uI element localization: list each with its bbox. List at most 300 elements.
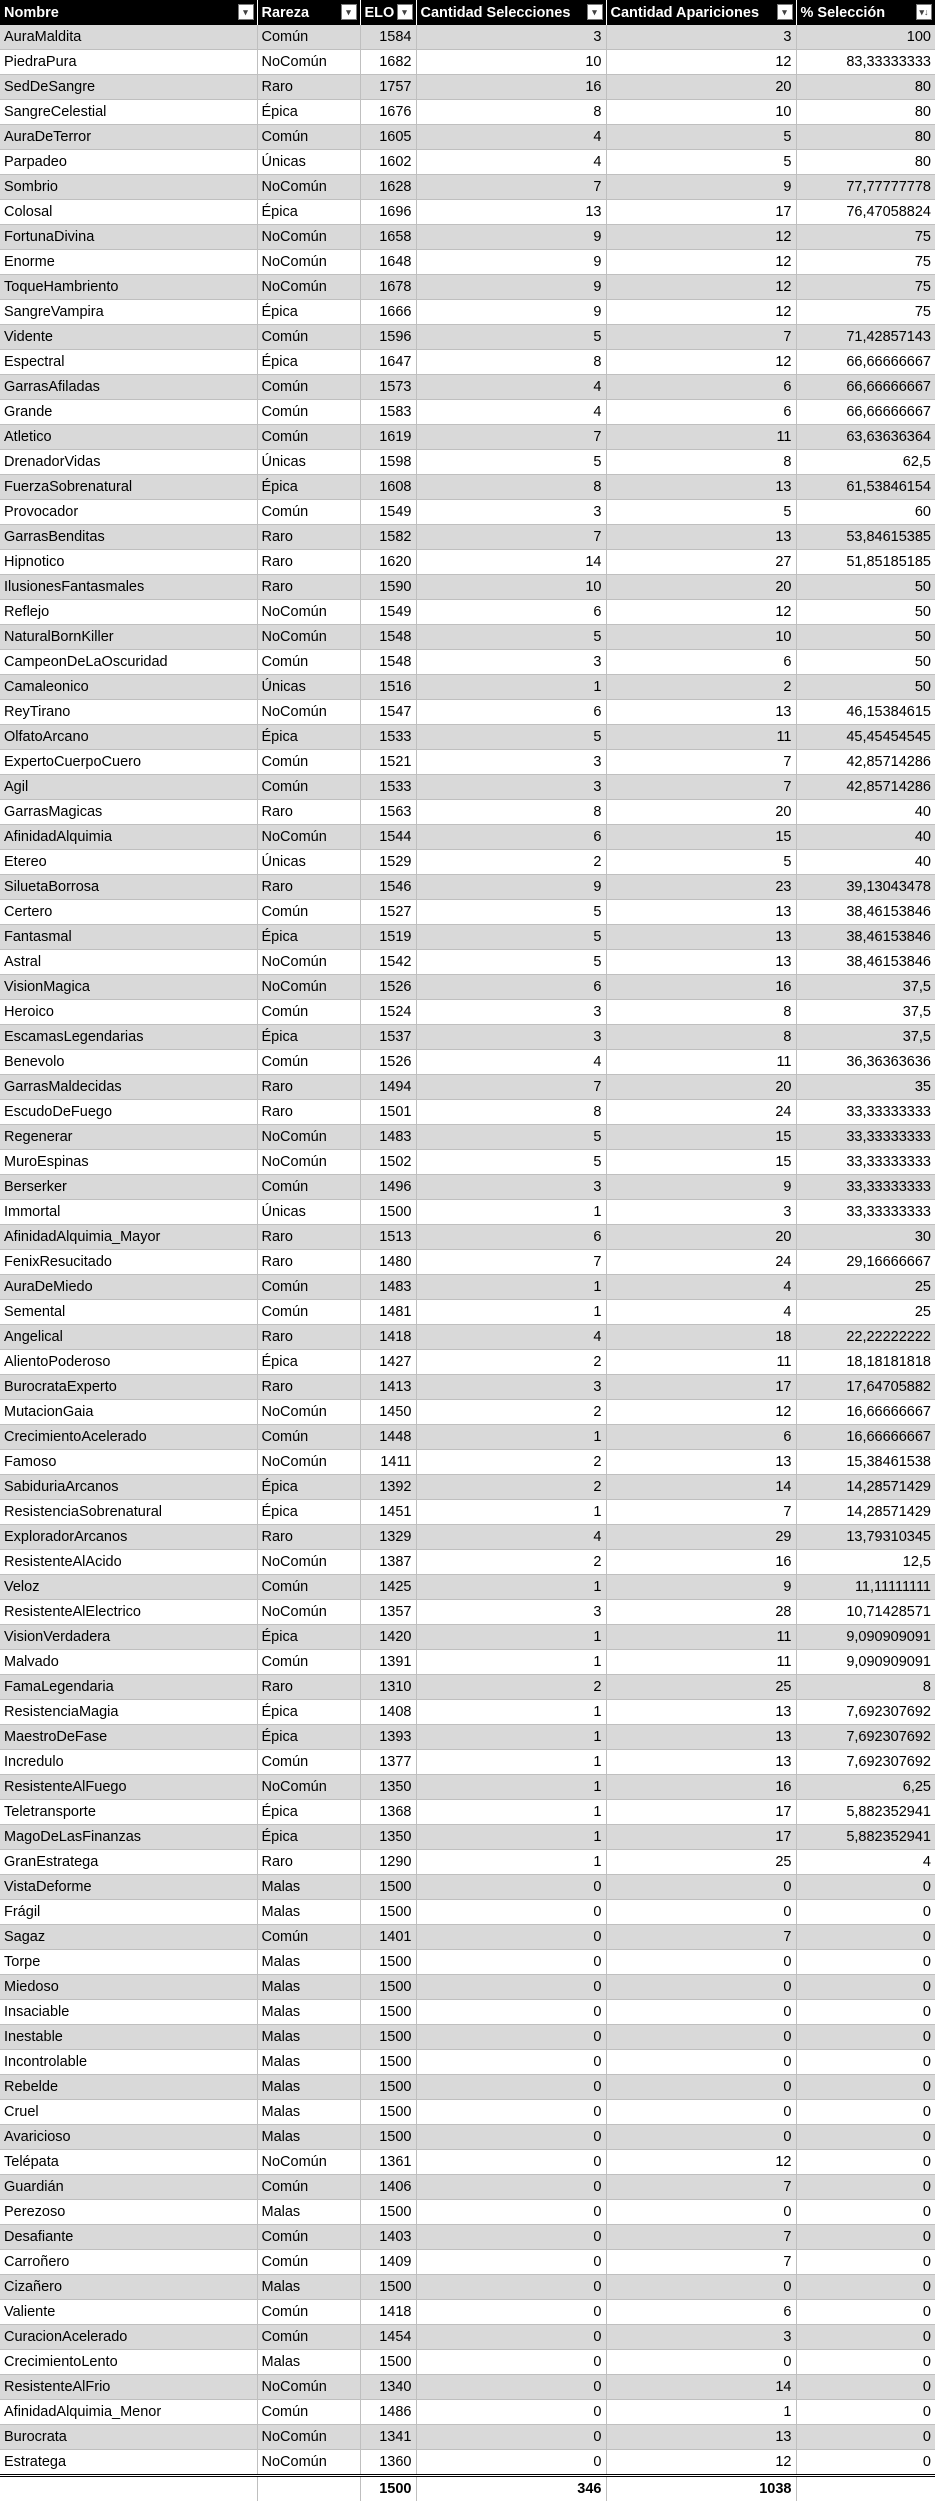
cell-porcentaje[interactable]: 0 (796, 2175, 935, 2200)
cell-nombre[interactable]: CrecimientoAcelerado (0, 1425, 257, 1450)
cell-nombre[interactable]: Telépata (0, 2150, 257, 2175)
cell-apariciones[interactable]: 1 (606, 2400, 796, 2425)
cell-selecciones[interactable]: 8 (416, 350, 606, 375)
cell-porcentaje[interactable]: 51,85185185 (796, 550, 935, 575)
cell-rareza[interactable]: Raro (257, 875, 360, 900)
cell-apariciones[interactable]: 7 (606, 325, 796, 350)
cell-rareza[interactable]: Común (257, 325, 360, 350)
cell-rareza[interactable]: NoComún (257, 1450, 360, 1475)
cell-porcentaje[interactable]: 39,13043478 (796, 875, 935, 900)
cell-elo[interactable]: 1537 (360, 1025, 416, 1050)
cell-elo[interactable]: 1500 (360, 1875, 416, 1900)
cell-porcentaje[interactable]: 5,882352941 (796, 1825, 935, 1850)
cell-nombre[interactable]: Fantasmal (0, 925, 257, 950)
cell-porcentaje[interactable]: 0 (796, 2200, 935, 2225)
cell-rareza[interactable]: Común (257, 400, 360, 425)
cell-apariciones[interactable]: 28 (606, 1600, 796, 1625)
cell-porcentaje[interactable]: 38,46153846 (796, 950, 935, 975)
cell-porcentaje[interactable]: 42,85714286 (796, 775, 935, 800)
cell-apariciones[interactable]: 12 (606, 1400, 796, 1425)
cell-elo[interactable]: 1425 (360, 1575, 416, 1600)
cell-elo[interactable]: 1483 (360, 1125, 416, 1150)
cell-porcentaje[interactable]: 83,33333333 (796, 50, 935, 75)
cell-selecciones[interactable]: 3 (416, 500, 606, 525)
cell-apariciones[interactable]: 6 (606, 1425, 796, 1450)
cell-nombre[interactable]: Sombrio (0, 175, 257, 200)
cell-apariciones[interactable]: 20 (606, 1225, 796, 1250)
cell-porcentaje[interactable]: 0 (796, 2100, 935, 2125)
cell-selecciones[interactable]: 2 (416, 1450, 606, 1475)
cell-rareza[interactable]: Malas (257, 1875, 360, 1900)
cell-nombre[interactable]: Espectral (0, 350, 257, 375)
cell-elo[interactable]: 1480 (360, 1250, 416, 1275)
cell-apariciones[interactable]: 7 (606, 1925, 796, 1950)
cell-elo[interactable]: 1757 (360, 75, 416, 100)
cell-elo[interactable]: 1500 (360, 2100, 416, 2125)
cell-elo[interactable]: 1368 (360, 1800, 416, 1825)
cell-nombre[interactable]: Incredulo (0, 1750, 257, 1775)
cell-selecciones[interactable]: 1 (416, 1825, 606, 1850)
cell-selecciones[interactable]: 3 (416, 650, 606, 675)
cell-nombre[interactable]: Valiente (0, 2300, 257, 2325)
cell-nombre[interactable]: Immortal (0, 1200, 257, 1225)
cell-apariciones[interactable]: 11 (606, 1350, 796, 1375)
cell-selecciones[interactable]: 3 (416, 1375, 606, 1400)
cell-porcentaje[interactable]: 5,882352941 (796, 1800, 935, 1825)
cell-selecciones[interactable]: 4 (416, 375, 606, 400)
cell-rareza[interactable]: Común (257, 1300, 360, 1325)
cell-nombre[interactable]: Frágil (0, 1900, 257, 1925)
cell-apariciones[interactable]: 6 (606, 650, 796, 675)
cell-nombre[interactable]: Agil (0, 775, 257, 800)
cell-apariciones[interactable]: 6 (606, 2300, 796, 2325)
cell-apariciones[interactable]: 13 (606, 950, 796, 975)
cell-nombre[interactable]: OlfatoArcano (0, 725, 257, 750)
cell-nombre[interactable]: GarrasBenditas (0, 525, 257, 550)
cell-selecciones[interactable]: 3 (416, 750, 606, 775)
cell-rareza[interactable]: Épica (257, 1500, 360, 1525)
cell-porcentaje[interactable]: 77,77777778 (796, 175, 935, 200)
cell-nombre[interactable]: Perezoso (0, 2200, 257, 2225)
cell-elo[interactable]: 1500 (360, 2025, 416, 2050)
cell-rareza[interactable]: Común (257, 1650, 360, 1675)
cell-elo[interactable]: 1500 (360, 2000, 416, 2025)
cell-porcentaje[interactable]: 16,66666667 (796, 1400, 935, 1425)
cell-apariciones[interactable]: 18 (606, 1325, 796, 1350)
cell-elo[interactable]: 1563 (360, 800, 416, 825)
filter-dropdown-icon[interactable]: ▾ (587, 4, 603, 20)
cell-apariciones[interactable]: 0 (606, 1950, 796, 1975)
column-header-cantidad-selecciones[interactable]: Cantidad Selecciones ▾ (416, 0, 606, 25)
cell-elo[interactable]: 1584 (360, 25, 416, 50)
cell-selecciones[interactable]: 0 (416, 2250, 606, 2275)
cell-apariciones[interactable]: 13 (606, 1450, 796, 1475)
cell-apariciones[interactable]: 11 (606, 1050, 796, 1075)
cell-porcentaje[interactable]: 25 (796, 1275, 935, 1300)
cell-rareza[interactable]: NoComún (257, 1600, 360, 1625)
cell-nombre[interactable]: Miedoso (0, 1975, 257, 2000)
cell-nombre[interactable]: Enorme (0, 250, 257, 275)
cell-porcentaje[interactable]: 100 (796, 25, 935, 50)
cell-apariciones[interactable]: 2 (606, 675, 796, 700)
cell-elo[interactable]: 1529 (360, 850, 416, 875)
cell-porcentaje[interactable]: 13,79310345 (796, 1525, 935, 1550)
cell-rareza[interactable]: Épica (257, 350, 360, 375)
cell-elo[interactable]: 1596 (360, 325, 416, 350)
cell-elo[interactable]: 1406 (360, 2175, 416, 2200)
cell-porcentaje[interactable]: 17,64705882 (796, 1375, 935, 1400)
cell-rareza[interactable]: Raro (257, 1250, 360, 1275)
cell-elo[interactable]: 1500 (360, 2350, 416, 2375)
cell-elo[interactable]: 1413 (360, 1375, 416, 1400)
cell-nombre[interactable]: ResistenteAlFrio (0, 2375, 257, 2400)
cell-selecciones[interactable]: 8 (416, 800, 606, 825)
cell-elo[interactable]: 1420 (360, 1625, 416, 1650)
cell-nombre[interactable]: Berserker (0, 1175, 257, 1200)
cell-porcentaje[interactable]: 33,33333333 (796, 1100, 935, 1125)
cell-elo[interactable]: 1500 (360, 2050, 416, 2075)
cell-apariciones[interactable]: 0 (606, 1875, 796, 1900)
cell-nombre[interactable]: Malvado (0, 1650, 257, 1675)
cell-porcentaje[interactable]: 8 (796, 1675, 935, 1700)
cell-rareza[interactable]: Raro (257, 1225, 360, 1250)
cell-elo[interactable]: 1548 (360, 625, 416, 650)
cell-nombre[interactable]: Certero (0, 900, 257, 925)
cell-porcentaje[interactable]: 0 (796, 2025, 935, 2050)
cell-rareza[interactable]: Épica (257, 925, 360, 950)
cell-elo[interactable]: 1590 (360, 575, 416, 600)
cell-apariciones[interactable]: 13 (606, 1750, 796, 1775)
cell-selecciones[interactable]: 1 (416, 1850, 606, 1875)
cell-selecciones[interactable]: 0 (416, 2325, 606, 2350)
cell-rareza[interactable]: Común (257, 1175, 360, 1200)
cell-apariciones[interactable]: 4 (606, 1300, 796, 1325)
cell-elo[interactable]: 1526 (360, 1050, 416, 1075)
cell-elo[interactable]: 1341 (360, 2425, 416, 2450)
total-cell[interactable] (0, 2476, 257, 2501)
cell-porcentaje[interactable]: 37,5 (796, 1025, 935, 1050)
cell-nombre[interactable]: Atletico (0, 425, 257, 450)
cell-elo[interactable]: 1526 (360, 975, 416, 1000)
cell-porcentaje[interactable]: 7,692307692 (796, 1750, 935, 1775)
cell-rareza[interactable]: Común (257, 2300, 360, 2325)
cell-rareza[interactable]: Únicas (257, 1200, 360, 1225)
cell-selecciones[interactable]: 0 (416, 2150, 606, 2175)
cell-rareza[interactable]: Raro (257, 550, 360, 575)
cell-apariciones[interactable]: 0 (606, 2100, 796, 2125)
cell-rareza[interactable]: NoComún (257, 975, 360, 1000)
cell-selecciones[interactable]: 1 (416, 1750, 606, 1775)
cell-selecciones[interactable]: 8 (416, 475, 606, 500)
cell-porcentaje[interactable]: 0 (796, 2075, 935, 2100)
cell-selecciones[interactable]: 4 (416, 400, 606, 425)
cell-rareza[interactable]: Épica (257, 100, 360, 125)
cell-rareza[interactable]: Común (257, 2250, 360, 2275)
cell-porcentaje[interactable]: 10,71428571 (796, 1600, 935, 1625)
cell-selecciones[interactable]: 9 (416, 275, 606, 300)
cell-selecciones[interactable]: 2 (416, 850, 606, 875)
cell-apariciones[interactable]: 17 (606, 200, 796, 225)
cell-porcentaje[interactable]: 0 (796, 2375, 935, 2400)
cell-elo[interactable]: 1427 (360, 1350, 416, 1375)
cell-apariciones[interactable]: 16 (606, 1775, 796, 1800)
cell-apariciones[interactable]: 17 (606, 1375, 796, 1400)
cell-nombre[interactable]: Angelical (0, 1325, 257, 1350)
cell-rareza[interactable]: Común (257, 2175, 360, 2200)
cell-apariciones[interactable]: 9 (606, 1575, 796, 1600)
cell-porcentaje[interactable]: 33,33333333 (796, 1125, 935, 1150)
cell-apariciones[interactable]: 10 (606, 100, 796, 125)
cell-porcentaje[interactable]: 38,46153846 (796, 900, 935, 925)
cell-rareza[interactable]: NoComún (257, 175, 360, 200)
cell-elo[interactable]: 1501 (360, 1100, 416, 1125)
cell-porcentaje[interactable]: 0 (796, 2450, 935, 2476)
cell-rareza[interactable]: Malas (257, 2075, 360, 2100)
column-header-cantidad-apariciones[interactable]: Cantidad Apariciones ▾ (606, 0, 796, 25)
cell-rareza[interactable]: NoComún (257, 2150, 360, 2175)
cell-selecciones[interactable]: 4 (416, 125, 606, 150)
cell-rareza[interactable]: Común (257, 2400, 360, 2425)
cell-apariciones[interactable]: 0 (606, 2275, 796, 2300)
cell-selecciones[interactable]: 1 (416, 1300, 606, 1325)
cell-porcentaje[interactable]: 45,45454545 (796, 725, 935, 750)
cell-porcentaje[interactable]: 53,84615385 (796, 525, 935, 550)
cell-apariciones[interactable]: 13 (606, 925, 796, 950)
cell-rareza[interactable]: NoComún (257, 1775, 360, 1800)
cell-selecciones[interactable]: 10 (416, 50, 606, 75)
cell-selecciones[interactable]: 0 (416, 2100, 606, 2125)
cell-apariciones[interactable]: 0 (606, 2000, 796, 2025)
cell-selecciones[interactable]: 0 (416, 1950, 606, 1975)
cell-selecciones[interactable]: 4 (416, 1525, 606, 1550)
cell-elo[interactable]: 1450 (360, 1400, 416, 1425)
cell-porcentaje[interactable]: 4 (796, 1850, 935, 1875)
cell-apariciones[interactable]: 16 (606, 1550, 796, 1575)
cell-porcentaje[interactable]: 50 (796, 625, 935, 650)
cell-porcentaje[interactable]: 11,11111111 (796, 1575, 935, 1600)
total-elo[interactable]: 1500 (360, 2476, 416, 2501)
cell-selecciones[interactable]: 8 (416, 1100, 606, 1125)
cell-nombre[interactable]: SedDeSangre (0, 75, 257, 100)
cell-selecciones[interactable]: 1 (416, 1725, 606, 1750)
cell-elo[interactable]: 1620 (360, 550, 416, 575)
cell-apariciones[interactable]: 5 (606, 125, 796, 150)
cell-rareza[interactable]: Malas (257, 2350, 360, 2375)
cell-nombre[interactable]: ResistenteAlFuego (0, 1775, 257, 1800)
cell-elo[interactable]: 1391 (360, 1650, 416, 1675)
cell-selecciones[interactable]: 0 (416, 2450, 606, 2476)
cell-selecciones[interactable]: 0 (416, 2050, 606, 2075)
cell-selecciones[interactable]: 1 (416, 1275, 606, 1300)
cell-apariciones[interactable]: 15 (606, 1150, 796, 1175)
cell-porcentaje[interactable]: 76,47058824 (796, 200, 935, 225)
cell-rareza[interactable]: Épica (257, 1475, 360, 1500)
cell-selecciones[interactable]: 9 (416, 300, 606, 325)
cell-elo[interactable]: 1361 (360, 2150, 416, 2175)
cell-apariciones[interactable]: 17 (606, 1800, 796, 1825)
cell-porcentaje[interactable]: 29,16666667 (796, 1250, 935, 1275)
cell-porcentaje[interactable]: 9,090909091 (796, 1650, 935, 1675)
cell-selecciones[interactable]: 5 (416, 950, 606, 975)
cell-selecciones[interactable]: 1 (416, 675, 606, 700)
cell-rareza[interactable]: NoComún (257, 1150, 360, 1175)
cell-elo[interactable]: 1678 (360, 275, 416, 300)
cell-porcentaje[interactable]: 63,63636364 (796, 425, 935, 450)
cell-porcentaje[interactable]: 40 (796, 850, 935, 875)
cell-selecciones[interactable]: 1 (416, 1625, 606, 1650)
cell-elo[interactable]: 1549 (360, 500, 416, 525)
cell-elo[interactable]: 1521 (360, 750, 416, 775)
cell-apariciones[interactable]: 14 (606, 1475, 796, 1500)
cell-nombre[interactable]: Benevolo (0, 1050, 257, 1075)
cell-apariciones[interactable]: 12 (606, 2150, 796, 2175)
cell-nombre[interactable]: Heroico (0, 1000, 257, 1025)
cell-selecciones[interactable]: 6 (416, 1225, 606, 1250)
cell-nombre[interactable]: Astral (0, 950, 257, 975)
cell-porcentaje[interactable]: 80 (796, 150, 935, 175)
cell-selecciones[interactable]: 5 (416, 1150, 606, 1175)
cell-selecciones[interactable]: 3 (416, 1000, 606, 1025)
cell-nombre[interactable]: ExpertoCuerpoCuero (0, 750, 257, 775)
cell-porcentaje[interactable]: 0 (796, 2000, 935, 2025)
cell-nombre[interactable]: AfinidadAlquimia (0, 825, 257, 850)
cell-rareza[interactable]: Común (257, 650, 360, 675)
cell-nombre[interactable]: Veloz (0, 1575, 257, 1600)
cell-elo[interactable]: 1500 (360, 1900, 416, 1925)
cell-porcentaje[interactable]: 33,33333333 (796, 1200, 935, 1225)
cell-nombre[interactable]: MagoDeLasFinanzas (0, 1825, 257, 1850)
cell-selecciones[interactable]: 3 (416, 1600, 606, 1625)
cell-rareza[interactable]: Raro (257, 1375, 360, 1400)
cell-nombre[interactable]: AuraMaldita (0, 25, 257, 50)
cell-elo[interactable]: 1696 (360, 200, 416, 225)
sort-descending-filter-icon[interactable]: ▾↓ (916, 4, 932, 20)
cell-apariciones[interactable]: 0 (606, 2350, 796, 2375)
cell-elo[interactable]: 1500 (360, 1975, 416, 2000)
cell-rareza[interactable]: NoComún (257, 250, 360, 275)
cell-nombre[interactable]: GarrasMaldecidas (0, 1075, 257, 1100)
cell-selecciones[interactable]: 5 (416, 725, 606, 750)
cell-rareza[interactable]: NoComún (257, 625, 360, 650)
cell-selecciones[interactable]: 1 (416, 1775, 606, 1800)
cell-elo[interactable]: 1682 (360, 50, 416, 75)
cell-porcentaje[interactable]: 50 (796, 675, 935, 700)
cell-selecciones[interactable]: 1 (416, 1500, 606, 1525)
cell-apariciones[interactable]: 25 (606, 1850, 796, 1875)
cell-nombre[interactable]: SiluetaBorrosa (0, 875, 257, 900)
cell-porcentaje[interactable]: 9,090909091 (796, 1625, 935, 1650)
cell-nombre[interactable]: Desafiante (0, 2225, 257, 2250)
cell-rareza[interactable]: Raro (257, 75, 360, 100)
cell-selecciones[interactable]: 5 (416, 1125, 606, 1150)
cell-selecciones[interactable]: 0 (416, 1900, 606, 1925)
cell-nombre[interactable]: Etereo (0, 850, 257, 875)
cell-rareza[interactable]: Malas (257, 2025, 360, 2050)
cell-nombre[interactable]: Avaricioso (0, 2125, 257, 2150)
cell-rareza[interactable]: Épica (257, 1825, 360, 1850)
cell-porcentaje[interactable]: 0 (796, 2125, 935, 2150)
cell-apariciones[interactable]: 13 (606, 700, 796, 725)
cell-rareza[interactable]: Común (257, 375, 360, 400)
cell-rareza[interactable]: Común (257, 1050, 360, 1075)
cell-porcentaje[interactable]: 0 (796, 1925, 935, 1950)
cell-elo[interactable]: 1500 (360, 2075, 416, 2100)
cell-selecciones[interactable]: 1 (416, 1200, 606, 1225)
cell-selecciones[interactable]: 1 (416, 1650, 606, 1675)
cell-selecciones[interactable]: 9 (416, 875, 606, 900)
cell-apariciones[interactable]: 10 (606, 625, 796, 650)
cell-porcentaje[interactable]: 50 (796, 600, 935, 625)
cell-porcentaje[interactable]: 50 (796, 650, 935, 675)
cell-porcentaje[interactable]: 66,66666667 (796, 400, 935, 425)
cell-rareza[interactable]: Raro (257, 575, 360, 600)
cell-rareza[interactable]: Común (257, 1575, 360, 1600)
cell-rareza[interactable]: Épica (257, 1700, 360, 1725)
cell-porcentaje[interactable]: 71,42857143 (796, 325, 935, 350)
cell-rareza[interactable]: Épica (257, 1625, 360, 1650)
cell-nombre[interactable]: ResistenteAlAcido (0, 1550, 257, 1575)
cell-nombre[interactable]: VisionMagica (0, 975, 257, 1000)
cell-apariciones[interactable]: 17 (606, 1825, 796, 1850)
cell-nombre[interactable]: FuerzaSobrenatural (0, 475, 257, 500)
cell-elo[interactable]: 1676 (360, 100, 416, 125)
cell-selecciones[interactable]: 2 (416, 1400, 606, 1425)
cell-nombre[interactable]: ResistenteAlElectrico (0, 1600, 257, 1625)
cell-selecciones[interactable]: 0 (416, 2350, 606, 2375)
cell-rareza[interactable]: Épica (257, 1350, 360, 1375)
cell-nombre[interactable]: Guardián (0, 2175, 257, 2200)
cell-nombre[interactable]: Hipnotico (0, 550, 257, 575)
cell-elo[interactable]: 1516 (360, 675, 416, 700)
cell-selecciones[interactable]: 0 (416, 2375, 606, 2400)
cell-nombre[interactable]: ReyTirano (0, 700, 257, 725)
cell-selecciones[interactable]: 9 (416, 225, 606, 250)
cell-rareza[interactable]: Raro (257, 1325, 360, 1350)
cell-nombre[interactable]: Torpe (0, 1950, 257, 1975)
cell-elo[interactable]: 1608 (360, 475, 416, 500)
column-header-nombre[interactable]: Nombre ▾ (0, 0, 257, 25)
cell-rareza[interactable]: Común (257, 25, 360, 50)
cell-elo[interactable]: 1357 (360, 1600, 416, 1625)
cell-selecciones[interactable]: 0 (416, 2025, 606, 2050)
cell-porcentaje[interactable]: 25 (796, 1300, 935, 1325)
cell-nombre[interactable]: FortunaDivina (0, 225, 257, 250)
cell-rareza[interactable]: NoComún (257, 825, 360, 850)
cell-apariciones[interactable]: 4 (606, 1275, 796, 1300)
cell-selecciones[interactable]: 7 (416, 525, 606, 550)
cell-apariciones[interactable]: 12 (606, 600, 796, 625)
cell-nombre[interactable]: ExploradorArcanos (0, 1525, 257, 1550)
cell-porcentaje[interactable]: 7,692307692 (796, 1700, 935, 1725)
cell-elo[interactable]: 1513 (360, 1225, 416, 1250)
cell-porcentaje[interactable]: 0 (796, 2400, 935, 2425)
cell-apariciones[interactable]: 12 (606, 225, 796, 250)
total-cell[interactable] (257, 2476, 360, 2501)
cell-apariciones[interactable]: 15 (606, 1125, 796, 1150)
cell-selecciones[interactable]: 7 (416, 1075, 606, 1100)
cell-apariciones[interactable]: 5 (606, 850, 796, 875)
cell-apariciones[interactable]: 12 (606, 2450, 796, 2476)
cell-porcentaje[interactable]: 66,66666667 (796, 350, 935, 375)
cell-apariciones[interactable]: 0 (606, 2125, 796, 2150)
cell-nombre[interactable]: Parpadeo (0, 150, 257, 175)
cell-porcentaje[interactable]: 80 (796, 75, 935, 100)
cell-apariciones[interactable]: 3 (606, 1200, 796, 1225)
cell-elo[interactable]: 1329 (360, 1525, 416, 1550)
cell-apariciones[interactable]: 20 (606, 575, 796, 600)
cell-nombre[interactable]: FamaLegendaria (0, 1675, 257, 1700)
cell-apariciones[interactable]: 9 (606, 1175, 796, 1200)
